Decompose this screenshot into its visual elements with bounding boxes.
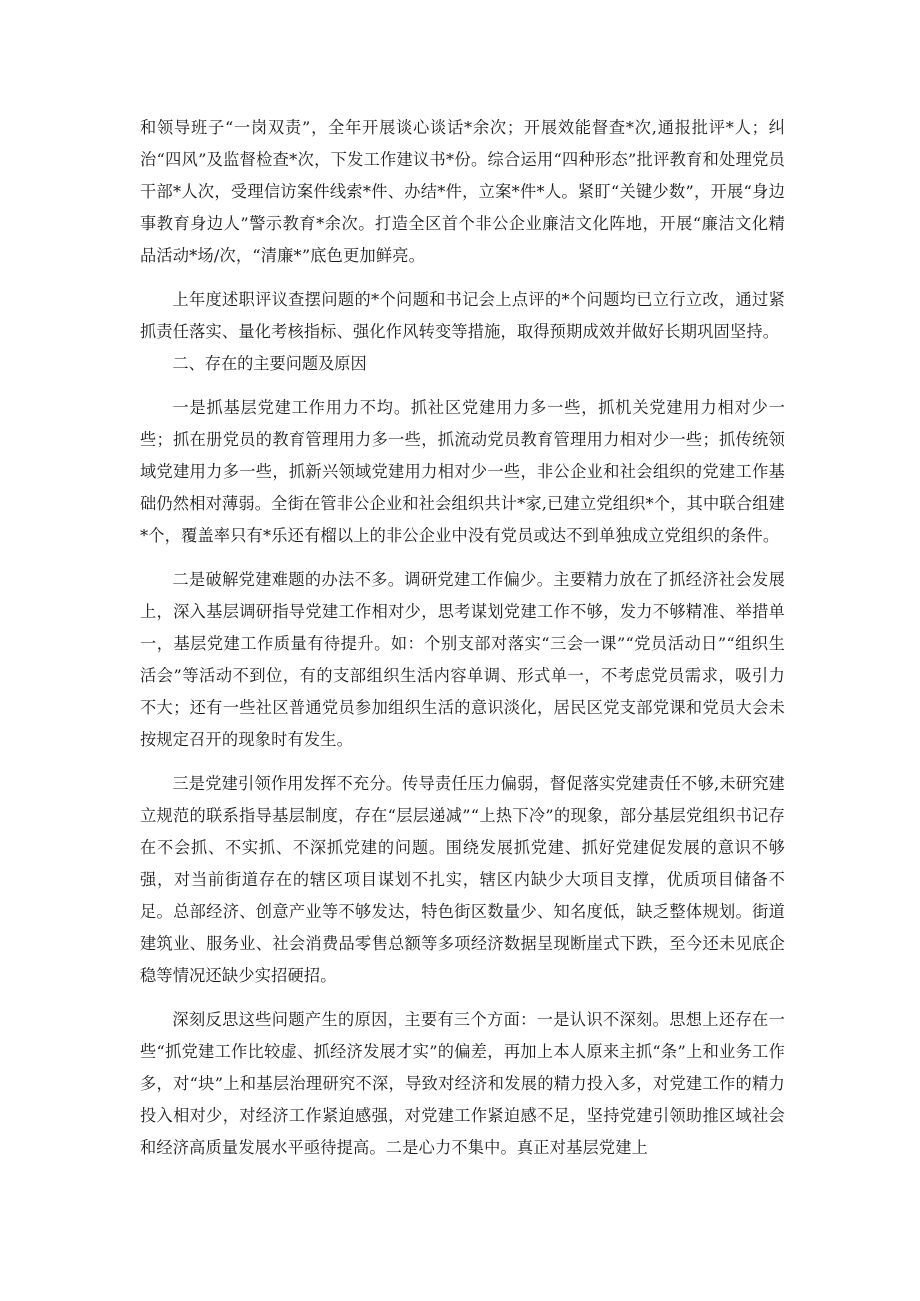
document-body (140, 112, 785, 1164)
paragraph-reflection: 深刻反思这些问题产生的原因，主要有三个方面：一是认识不深刻。思想上还存在一些“抓党建工作比较虚、抓经济发展才实”的偏差，再加上本人原来主抓“条”上和业务工作多，对“块”上和基层治理研究不深，导致对经济和发展的精力投入多，对党建工作的精力投入相对少，对经济工作紧迫感强，对党建工作紧迫感不足，坚持党建引领助推区域社会和经济高质量发展水平亟待提高。二是心力不集中。真正对基层党建上 (140, 1010, 785, 1157)
paragraph-problem-two: 二是破解党建难题的办法不多。调研党建工作偏少。主要精力放在了抓经济社会发展上，深入基层调研指导党建工作相对少，思考谋划党建工作不够，发力不够精准、举措单一，基层党建工作质量有待提升。如：个别支部对落实“三会一课”“党员活动日”“组织生活会”等活动不到位，有的支部组织生活内容单调、形式单一，不考虑党员需求，吸引力不大；还有一些社区普通党员参加组织生活的意识淡化，居民区党支部党课和党员大会未按规定召开的现象时有发生。 (140, 570, 785, 749)
paragraph-rectification: 上年度述职评议查摆问题的*个问题和书记会上点评的*个问题均已立行立改，通过紧抓责任落实、量化考核指标、强化作风转变等措施，取得预期成效并做好长期巩固坚持。 (140, 290, 785, 341)
paragraph-problem-three: 三是党建引领作用发挥不充分。传导责任压力偏弱，督促落实党建责任不够,未研究建立规范的联系指导基层制度，存在“层层递减”“上热下冷”的现象，部分基层党组织书记存在不会抓、不实抓、不深抓党建的问题。围绕发展抓党建、抓好党建促发展的意识不够强，对当前街道存在的辖区项目谋划不扎实，辖区内缺少大项目支撑，优质项目储备不足。总部经济、创意产业等不够发达，特色街区数量少、知名度低，缺乏整体规划。街道建筑业、服务业、社会消费品零售总额等多项经济数据呈现断崖式下跌，至今还未见底企稳等情况还缺少实招硬招。 (140, 774, 785, 985)
paragraph-continuation: 和领导班子“一岗双责”，全年开展谈心谈话*余次；开展效能督查*次,通报批评*人；纠治“四风”及监督检查*次，下发工作建议书*份。综合运用“四种形态”批评教育和处理党员干部*人次，受理信访案件线索*件、办结*件，立案*件*人。紧盯“关键少数”，开展“身边事教育身边人”警示教育*余次。打造全区首个非公企业廉洁文化阵地，开展“廉洁文化精品活动*场/次，“清廉*”底色更加鲜亮。 (140, 118, 785, 265)
section-heading: 二、存在的主要问题及原因 (172, 354, 367, 373)
paragraph-problem-one: 一是抓基层党建工作用力不均。抓社区党建用力多一些，抓机关党建用力相对少一些；抓在册党员的教育管理用力多一些，抓流动党员教育管理用力相对少一些；抓传统领域党建用力多一些，抓新兴领域党建用力相对少一些，非公企业和社会组织的党建工作基础仍然相对薄弱。全街在管非公企业和社会组织共计*家,已建立党组织*个，其中联合组建*个，覆盖率只有*乐还有榴以上的非公企业中没有党员或达不到单独成立党组织的条件。 (140, 398, 785, 545)
